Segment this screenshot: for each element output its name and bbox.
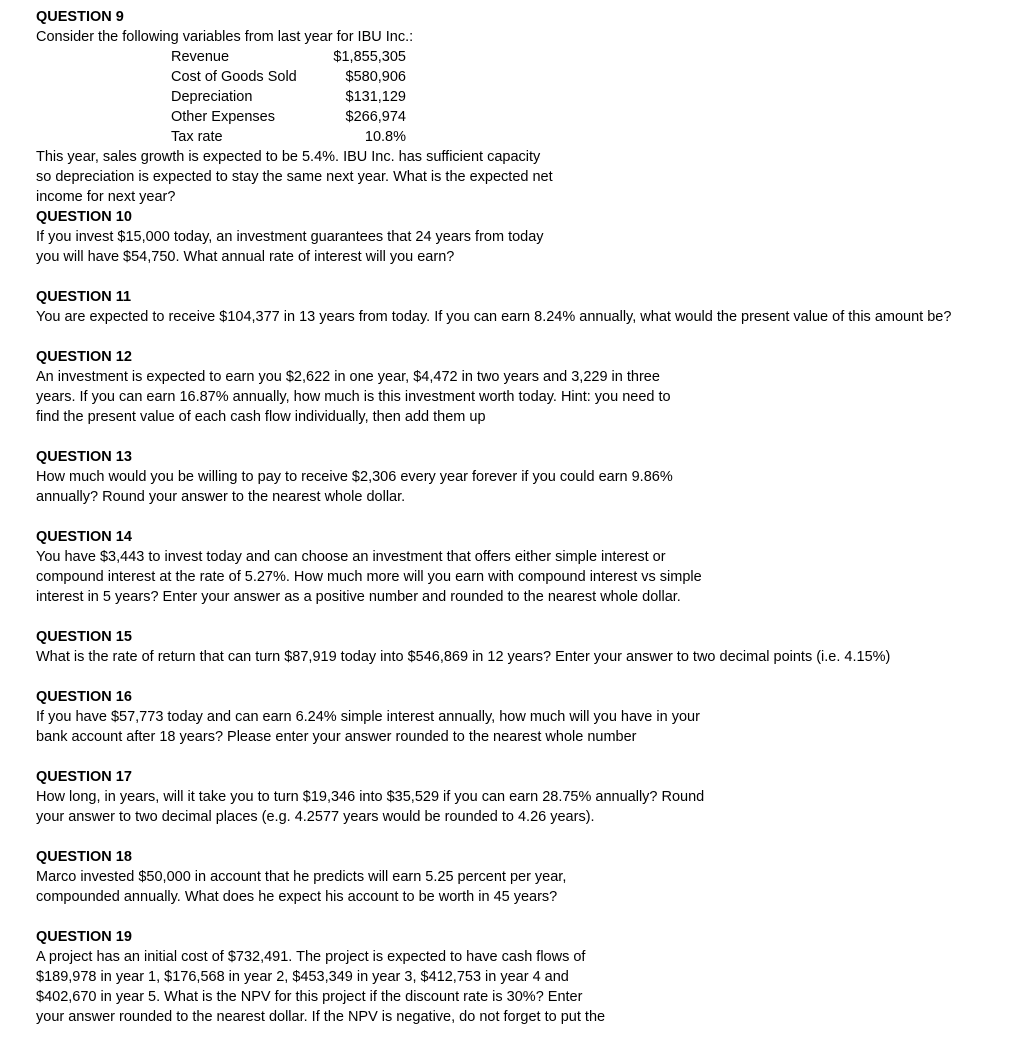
question-19-line: $402,670 in year 5. What is the NPV for this project if the discount rate is 30%? Enter bbox=[36, 989, 583, 1005]
question-10-heading: QUESTION 10 bbox=[36, 209, 132, 225]
question-11-line: You are expected to receive $104,377 in 13 years from today. If you can earn 8.24% annually, what would the present value of this amount be? bbox=[36, 309, 952, 325]
question-19-heading: QUESTION 19 bbox=[36, 929, 132, 945]
question-14-line: compound interest at the rate of 5.27%. How much more will you earn with compound interest vs simple bbox=[36, 569, 702, 585]
question-14-line: You have $3,443 to invest today and can choose an investment that offers either simple interest or bbox=[36, 549, 666, 565]
question-9-heading: QUESTION 9 bbox=[36, 9, 124, 25]
question-16-line: If you have $57,773 today and can earn 6.24% simple interest annually, how much will you have in your bbox=[36, 709, 700, 725]
question-13-line: annually? Round your answer to the nearest whole dollar. bbox=[36, 489, 406, 505]
question-17-line: How long, in years, will it take you to turn $19,346 into $35,529 if you can earn 28.75% annually? Round bbox=[36, 789, 705, 805]
question-12-heading: QUESTION 12 bbox=[36, 349, 132, 365]
variable-value-cogs: $580,906 bbox=[345, 69, 406, 85]
question-9-intro: Consider the following variables from last year for IBU Inc.: bbox=[36, 29, 414, 45]
variable-label-other-expenses: Other Expenses bbox=[171, 109, 275, 125]
question-13-line: How much would you be willing to pay to receive $2,306 every year forever if you could earn 9.86% bbox=[36, 469, 673, 485]
question-16-heading: QUESTION 16 bbox=[36, 689, 132, 705]
question-18-line: Marco invested $50,000 in account that he predicts will earn 5.25 percent per year, bbox=[36, 869, 567, 885]
question-9-line: This year, sales growth is expected to be 5.4%. IBU Inc. has sufficient capacity bbox=[36, 149, 541, 165]
question-16-line: bank account after 18 years? Please enter your answer rounded to the nearest whole number bbox=[36, 729, 637, 745]
variable-label-tax-rate: Tax rate bbox=[171, 129, 223, 145]
question-19-line: A project has an initial cost of $732,491. The project is expected to have cash flows of bbox=[36, 949, 586, 965]
question-18-line: compounded annually. What does he expect his account to be worth in 45 years? bbox=[36, 889, 558, 905]
variable-label-cogs: Cost of Goods Sold bbox=[171, 69, 297, 85]
question-9-line: so depreciation is expected to stay the same next year. What is the expected net bbox=[36, 169, 553, 185]
question-14-line: interest in 5 years? Enter your answer as a positive number and rounded to the nearest whole dollar. bbox=[36, 589, 681, 605]
question-14-heading: QUESTION 14 bbox=[36, 529, 132, 545]
question-12-line: years. If you can earn 16.87% annually, how much is this investment worth today. Hint: you need to bbox=[36, 389, 671, 405]
question-17-heading: QUESTION 17 bbox=[36, 769, 132, 785]
variable-value-revenue: $1,855,305 bbox=[333, 49, 406, 65]
question-15-line: What is the rate of return that can turn $87,919 today into $546,869 in 12 years? Enter your answer to two decimal points (i.e. 4.15%) bbox=[36, 649, 891, 665]
question-17-line: your answer to two decimal places (e.g. 4.2577 years would be rounded to 4.26 years). bbox=[36, 809, 595, 825]
question-10-line: If you invest $15,000 today, an investment guarantees that 24 years from today bbox=[36, 229, 544, 245]
question-18-heading: QUESTION 18 bbox=[36, 849, 132, 865]
question-12-line: An investment is expected to earn you $2,622 in one year, $4,472 in two years and 3,229 in three bbox=[36, 369, 660, 385]
question-10-line: you will have $54,750. What annual rate of interest will you earn? bbox=[36, 249, 455, 265]
question-13-heading: QUESTION 13 bbox=[36, 449, 132, 465]
question-9-line: income for next year? bbox=[36, 189, 176, 205]
variable-value-depreciation: $131,129 bbox=[345, 89, 406, 105]
question-15-heading: QUESTION 15 bbox=[36, 629, 132, 645]
question-19-line: $189,978 in year 1, $176,568 in year 2, $453,349 in year 3, $412,753 in year 4 and bbox=[36, 969, 569, 985]
variable-value-tax-rate: 10.8% bbox=[364, 129, 406, 145]
variable-label-revenue: Revenue bbox=[171, 49, 230, 65]
question-11-heading: QUESTION 11 bbox=[36, 289, 132, 305]
variable-label-depreciation: Depreciation bbox=[171, 89, 253, 105]
question-19-line: your answer rounded to the nearest dollar. If the NPV is negative, do not forget to put the bbox=[36, 1009, 606, 1025]
variable-value-other-expenses: $266,974 bbox=[345, 109, 406, 125]
question-12-line: find the present value of each cash flow individually, then add them up bbox=[36, 409, 486, 425]
